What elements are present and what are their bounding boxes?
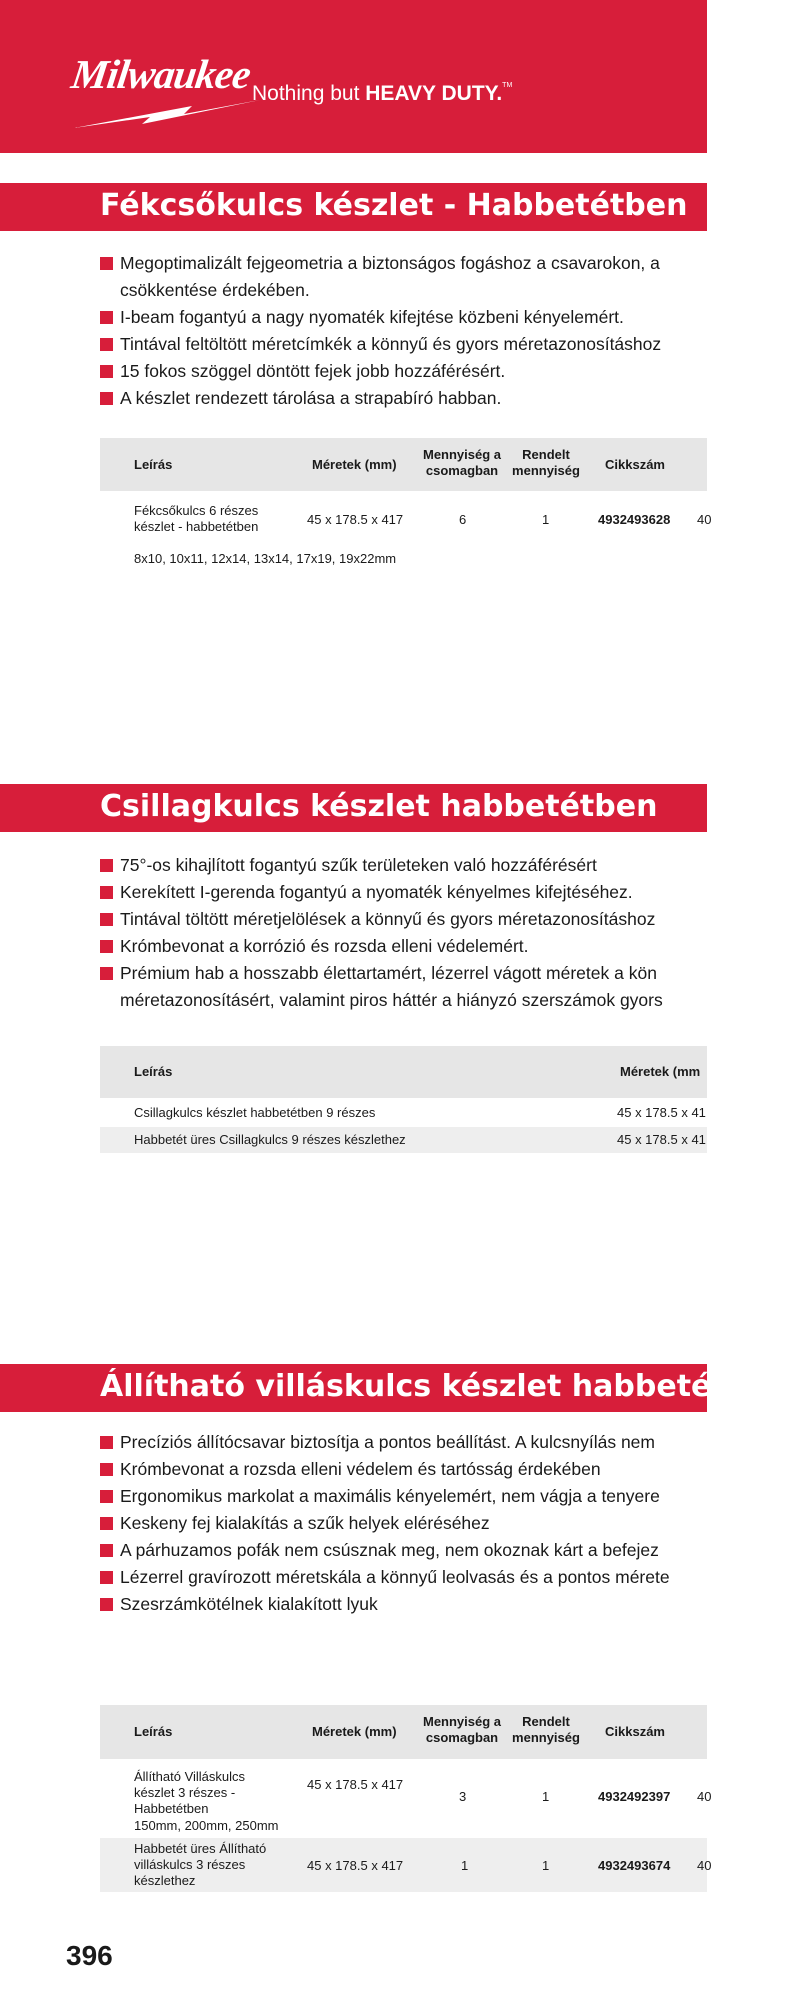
section-title: Állítható villáskulcs készlet habbetétben bbox=[100, 1369, 789, 1404]
col-header-pack-qty: Mennyiség a csomagban bbox=[422, 1714, 502, 1745]
col-header-article-no: Cikkszám bbox=[605, 1724, 665, 1739]
feature-item: Krómbevonat a korrózió és rozsda elleni védelemért. bbox=[100, 933, 720, 960]
cell-description: Habbetét üres Csillagkulcs 9 részes készlethez bbox=[134, 1132, 406, 1147]
feature-item: Kerekített I-gerenda fogantyú a nyomaték kényelmes kifejtéséhez. bbox=[100, 879, 720, 906]
col-header-dimensions: Méretek (mm bbox=[620, 1064, 701, 1079]
logo-wordmark: Milwaukee bbox=[68, 51, 254, 97]
cell-description: Fékcsőkulcs 6 részes készlet - habbetétben bbox=[134, 503, 259, 534]
feature-item: Precíziós állítócsavar biztosítja a pontos beállítást. A kulcsnyílás nem bbox=[100, 1429, 720, 1456]
feature-item: Lézerrel gravírozott méretskála a könnyű leolvasás és a pontos mérete bbox=[100, 1564, 720, 1591]
col-header-order-qty: Rendelt mennyiség bbox=[512, 447, 580, 478]
feature-item: Krómbevonat a rozsda elleni védelem és tartósság érdekében bbox=[100, 1456, 720, 1483]
cell-description: Csillagkulcs készlet habbetétben 9 részes bbox=[134, 1105, 376, 1120]
page-number: 396 bbox=[66, 1940, 113, 1971]
feature-item: 15 fokos szöggel döntött fejek jobb hozzáférésért. bbox=[100, 358, 720, 385]
feature-item: Tintával töltött méretjelölések a könnyű és gyors méretazonosításhoz bbox=[100, 906, 720, 933]
col-header-description: Leírás bbox=[134, 1724, 173, 1739]
cell-article-no: 4932493674 bbox=[598, 1858, 671, 1873]
cell-size-note: 8x10, 10x11, 12x14, 13x14, 17x19, 19x22mm bbox=[134, 551, 397, 566]
section-title-bar bbox=[0, 183, 707, 231]
col-header-order-qty: Rendelt mennyiség bbox=[512, 1714, 580, 1745]
cell-cut-value: 40 bbox=[697, 1789, 712, 1804]
feature-item: 75°-os kihajlított fogantyú szűk területeken való hozzáférésért bbox=[100, 852, 720, 879]
col-header-dimensions: Méretek (mm) bbox=[312, 1724, 397, 1739]
feature-item: Prémium hab a hosszabb élettartamért, lézerrel vágott méretek a kön bbox=[100, 960, 720, 987]
cell-article-no: 4932492397 bbox=[598, 1789, 671, 1804]
section-title-bar bbox=[0, 784, 707, 832]
col-header-pack-qty: Mennyiség a csomagban bbox=[422, 447, 502, 478]
cell-cut-value: 40 bbox=[697, 512, 712, 527]
cell-article-no: 4932493628 bbox=[598, 512, 671, 527]
feature-list bbox=[100, 852, 720, 1014]
cell-pack-qty: 1 bbox=[461, 1858, 469, 1873]
feature-list bbox=[100, 1429, 720, 1618]
feature-item: A párhuzamos pofák nem csúsznak meg, nem okoznak kárt a befejez bbox=[100, 1537, 720, 1564]
section-title: Fékcsőkulcs készlet - Habbetétben bbox=[100, 188, 688, 223]
col-header-description: Leírás bbox=[134, 1064, 173, 1079]
col-header-article-no: Cikkszám bbox=[605, 457, 665, 472]
section-title-bar bbox=[0, 1364, 789, 1412]
cell-dimensions: 45 x 178.5 x 417 bbox=[307, 1858, 404, 1873]
section-title: Csillagkulcs készlet habbetétben bbox=[100, 789, 658, 824]
feature-item: Keskeny fej kialakítás a szűk helyek eléréséhez bbox=[100, 1510, 720, 1537]
cell-size-note: 150mm, 200mm, 250mm bbox=[134, 1818, 279, 1833]
cell-dimensions: 45 x 178.5 x 417 bbox=[307, 512, 404, 527]
cell-order-qty: 1 bbox=[542, 512, 550, 527]
cell-pack-qty: 6 bbox=[459, 512, 467, 527]
cell-order-qty: 1 bbox=[542, 1858, 550, 1873]
table-header bbox=[100, 1046, 707, 1098]
brand-tagline: Nothing but HEAVY DUTY.™ bbox=[252, 82, 513, 105]
cell-dimensions: 45 x 178.5 x 41 bbox=[617, 1105, 706, 1120]
cell-dimensions: 45 x 178.5 x 41 bbox=[617, 1132, 706, 1147]
feature-item: Tintával feltöltött méretcímkék a könnyű és gyors méretazonosításhoz bbox=[100, 331, 720, 358]
brand-header bbox=[0, 0, 707, 153]
feature-item-continuation: méretazonosításért, valamint piros háttér a hiányzó szerszámok gyors bbox=[120, 990, 663, 1010]
feature-item: Szesrzámkötélnek kialakított lyuk bbox=[100, 1591, 720, 1618]
cell-description: Habbetét üres Állítható villáskulcs 3 részes készlethez bbox=[134, 1841, 267, 1888]
cell-pack-qty: 3 bbox=[459, 1789, 467, 1804]
feature-item: I-beam fogantyú a nagy nyomaték kifejtése közbeni kényelemért. bbox=[100, 304, 720, 331]
feature-item: A készlet rendezett tárolása a strapabíró habban. bbox=[100, 385, 720, 412]
milwaukee-logo bbox=[68, 42, 260, 128]
cell-dimensions: 45 x 178.5 x 417 bbox=[307, 1777, 404, 1792]
col-header-description: Leírás bbox=[134, 457, 173, 472]
cell-cut-value: 40 bbox=[697, 1858, 712, 1873]
cell-order-qty: 1 bbox=[542, 1789, 550, 1804]
col-header-dimensions: Méretek (mm) bbox=[312, 457, 397, 472]
cell-description: Állítható Villáskulcs készlet 3 részes - Habbetétben bbox=[134, 1769, 246, 1816]
lightning-bolt-icon bbox=[72, 100, 262, 130]
feature-item-continuation: csökkentése érdekében. bbox=[120, 280, 310, 300]
feature-item: Megoptimalizált fejgeometria a biztonságos fogáshoz a csavarokon, a bbox=[100, 250, 720, 277]
feature-item: Ergonomikus markolat a maximális kényelemért, nem vágja a tenyere bbox=[100, 1483, 720, 1510]
feature-list bbox=[100, 250, 720, 412]
